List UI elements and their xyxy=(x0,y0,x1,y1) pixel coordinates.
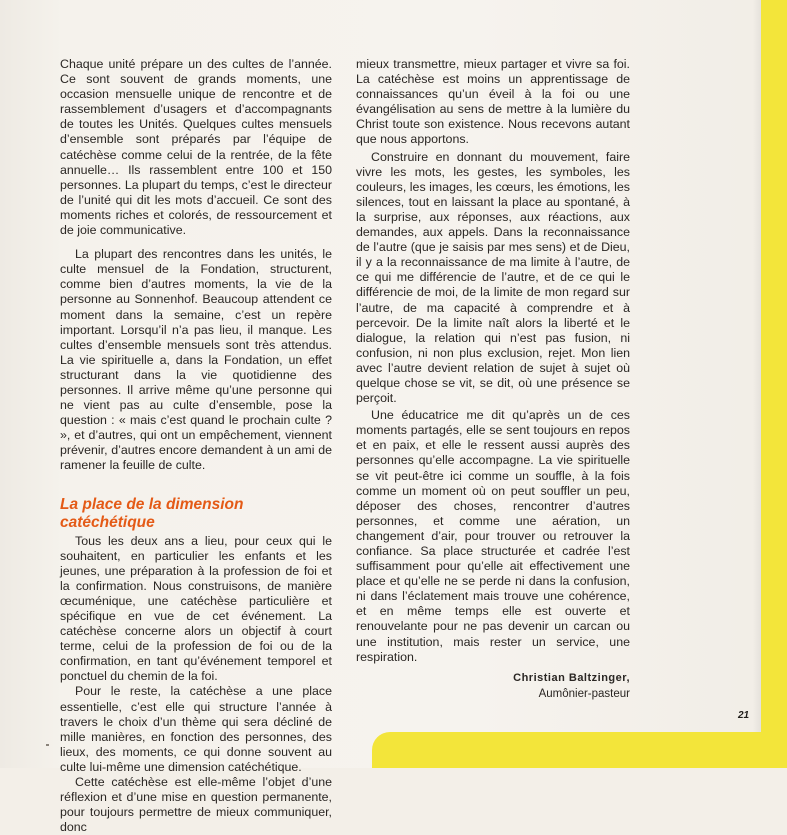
page-number: 21 xyxy=(738,710,750,721)
page-edge-shadow xyxy=(753,0,761,740)
paragraph: Une éducatrice me dit qu’après un de ces moments partagés, elle se sent toujours en repos et en paix, et elle le ressent aussi auprès des personnes qu’elle accompagne. La vie spirituelle se vit peut-être ici comme un souffle, à la fois comme un moment où on peut souffler un peu, déposer des choses, rencontrer d’autres personnes, et comme une aération, un changement d’air, pour trouver ou retrouver la confiance. Sa place structurée et cadrée l’est suffisamment pour qu’elle ait effectivement une place et qu’elle ne se perde ni dans la confusion, ni dans l’éclatement mais trouve une cohérence, et en même temps elle est ouverte et renouvelante pour ne pas devenir un carcan ou une institution, mais rester un service, une respiration. xyxy=(356,408,630,664)
paragraph: Tous les deux ans a lieu, pour ceux qui le souhaitent, en particulier les enfants et les jeunes, une préparation à la profession de foi et la confirmation. Nous construisons, de manière œcuménique, une catéchèse particulière et spécifique en vue de cet événement. La catéchèse concerne alors un objectif à court terme, celui de la profession de foi ou de la confirmation, en tant qu’événement temporel et ponctuel du chemin de la foi. xyxy=(60,533,332,684)
author-name: Christian Baltzinger, xyxy=(513,671,630,684)
paragraph: La plupart des rencontres dans les unités, le culte mensuel de la Fondation, structurent, comme bien d’autres moments, la vie de la personne au Sonnenhof. Beaucoup attendent ce moment dans la semaine, c’est un repère important. Lorsqu’il n’a pas lieu, il manque. Les cultes d’ensemble mensuels sont très attendus. La vie spirituelle a, dans la Fondation, un effet structurant dans la vie quotidienne des personnes. Il arrive même qu’une personne qui ne vient pas au culte d’ensemble, pose la question : « mais c’est quand le prochain culte ? », et d’autres, qui ont un empêchement, viennent prévenir, d’autres encore demandent à un ami de ramener la feuille de culte. xyxy=(60,247,332,473)
right-column xyxy=(356,57,630,702)
paragraph: Chaque unité prépare un des cultes de l’année. Ce sont souvent de grands moments, une occasion mensuelle unique de rencontre et de rassemblement d’usagers et d’accompagnants de toutes les Unités. Quelques cultes mensuels d’ensemble sont préparés par l’équipe de catéchèse comme celui de la rentrée, de la fête annuelle… Ils rassemblent entre 100 et 150 personnes. La plupart du temps, c’est le directeur de l’unité qui dit les mots d’accueil. Ce sont des moments riches et colorés, de ressourcement et de joie communicative. xyxy=(60,57,332,238)
left-column xyxy=(60,57,332,835)
yellow-bottom-band xyxy=(372,732,787,768)
paragraph: Cette catéchèse est elle-même l’objet d’une réflexion et d’une mise en question permanente, pour toujours permettre de mieux communiquer, donc xyxy=(60,775,332,835)
print-mark xyxy=(46,744,49,746)
paragraph: mieux transmettre, mieux partager et vivre sa foi. La catéchèse est moins un apprentissage de connaissances qu’un éveil à la foi ou une évangélisation au sens de mettre à la lumière du Christ toute son existence. Nous recevons autant que nous apportons. xyxy=(356,57,630,147)
paragraph: Pour le reste, la catéchèse a une place essentielle, c’est elle qui structure l’année à travers le choix d’un thème qui sera décliné de mille manières, en fonction des personnes, des lieux, des moments, ce qui donne souvent au culte lui-même une dimension catéchétique. xyxy=(60,684,332,774)
author-signature xyxy=(356,670,630,702)
paragraph: Construire en donnant du mouvement, faire vivre les mots, les gestes, les symboles, les couleurs, les images, les cœurs, les émotions, les silences, tout en laissant la place au spontané, à la surprise, aux réponses, aux réactions, aux demandes, aux appels. Dans la reconnaissance de l’autre (que je saisis par mes sens) et de Dieu, il y a la reconnaissance de ma limite à l’autre, de ce qui me différencie de l’autre, et de ce qui le différencie de moi, de la limite de mon regard sur l’autre, de ma capacité à comprendre et à percevoir. De la limite naît alors la liberté et le dialogue, la relation qui n’est pas fusion, ni confusion, ni non plus exclusion, rejet. Mon lien avec l’autre devient relation de sujet à sujet où quelque chose se vit, se dit, où une présence se perçoit. xyxy=(356,149,630,406)
section-heading: La place de la dimension catéchétique xyxy=(60,495,244,531)
yellow-edge-strip xyxy=(761,0,787,768)
author-role: Aumônier-pasteur xyxy=(538,687,630,700)
